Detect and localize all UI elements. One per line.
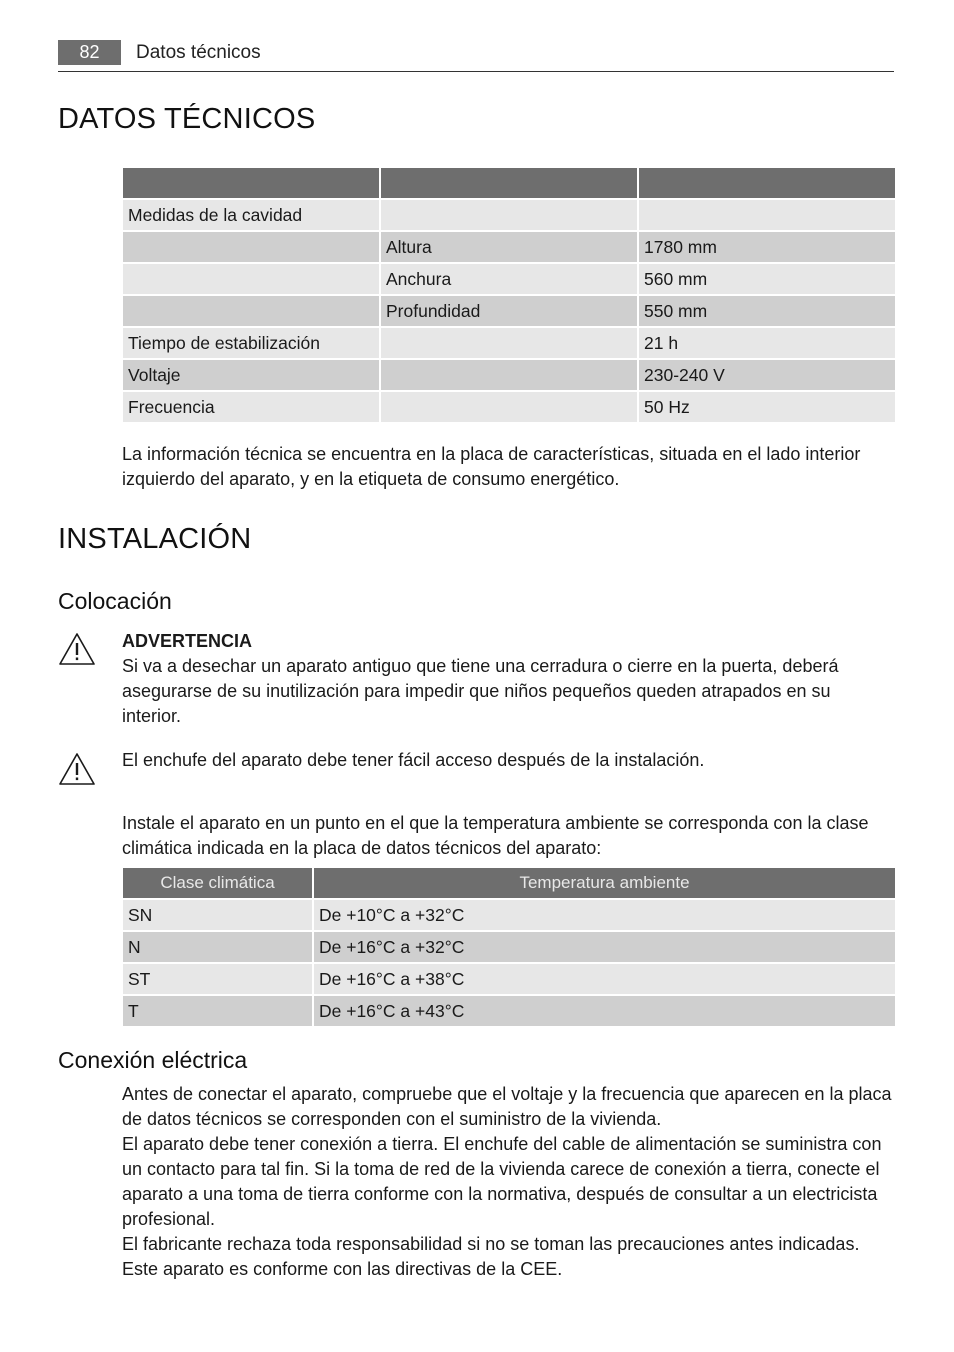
table-cell: T bbox=[123, 996, 312, 1026]
header-title: Datos técnicos bbox=[136, 42, 261, 63]
table-row bbox=[123, 996, 895, 1026]
electrical-paragraph: Este aparato es conforme con las directivas de la CEE. bbox=[122, 1259, 563, 1279]
warning-block bbox=[122, 629, 894, 729]
section-title-datos-tecnicos: DATOS TÉCNICOS bbox=[58, 103, 316, 135]
table-cell bbox=[123, 264, 379, 294]
tech-table-header-cell bbox=[381, 168, 637, 198]
tech-data-table bbox=[121, 166, 897, 424]
table-cell bbox=[381, 392, 637, 422]
table-cell: Voltaje bbox=[123, 360, 379, 390]
table-row bbox=[123, 360, 895, 390]
table-cell: 560 mm bbox=[639, 264, 895, 294]
climate-table-header-cell: Temperatura ambiente bbox=[314, 868, 895, 898]
table-cell: Medidas de la cavidad bbox=[123, 200, 379, 230]
page-header bbox=[58, 40, 894, 72]
table-cell: 21 h bbox=[639, 328, 895, 358]
table-row bbox=[123, 932, 895, 962]
table-cell: Frecuencia bbox=[123, 392, 379, 422]
warning-triangle-icon bbox=[58, 632, 96, 666]
table-cell: SN bbox=[123, 900, 312, 930]
table-row bbox=[123, 964, 895, 994]
table-cell bbox=[639, 200, 895, 230]
table-cell: De +16°C a +32°C bbox=[314, 932, 895, 962]
subsection-title-colocacion: Colocación bbox=[58, 588, 172, 614]
climate-table-header-cell: Clase climática bbox=[123, 868, 312, 898]
warning-text: Si va a desechar un aparato antiguo que tiene una cerradura o cierre en la puerta, deberá asegurarse de su inutilización para impedir que niños pequeños queden atrapados en su interior. bbox=[122, 656, 839, 726]
table-row bbox=[123, 200, 895, 230]
page-number: 82 bbox=[58, 40, 121, 65]
table-row bbox=[123, 296, 895, 326]
table-row bbox=[123, 392, 895, 422]
electrical-paragraph: Antes de conectar el aparato, compruebe que el voltaje y la frecuencia que aparecen en la placa de datos técnicos se corresponden con el suministro de la vivienda. bbox=[122, 1084, 892, 1129]
table-cell: 1780 mm bbox=[639, 232, 895, 262]
table-cell: De +16°C a +43°C bbox=[314, 996, 895, 1026]
table-cell: Profundidad bbox=[381, 296, 637, 326]
table-row bbox=[123, 232, 895, 262]
tech-table-header-row bbox=[123, 168, 895, 198]
table-cell: 230-240 V bbox=[639, 360, 895, 390]
climate-class-table bbox=[121, 866, 897, 1028]
subsection-title-conexion-electrica: Conexión eléctrica bbox=[58, 1047, 248, 1073]
table-row bbox=[123, 900, 895, 930]
tech-info-note: La información técnica se encuentra en la placa de características, situada en el lado interior izquierdo del aparato, y en la etiqueta de consumo energético. bbox=[122, 444, 861, 489]
tech-table-header-cell bbox=[123, 168, 379, 198]
table-cell: N bbox=[123, 932, 312, 962]
table-cell: 550 mm bbox=[639, 296, 895, 326]
table-cell: De +10°C a +32°C bbox=[314, 900, 895, 930]
electrical-text-block bbox=[122, 1082, 894, 1282]
placement-intro: Instale el aparato en un punto en el que la temperatura ambiente se corresponda con la clase climática indicada en la placa de datos técnicos del aparato: bbox=[122, 813, 869, 858]
table-cell: De +16°C a +38°C bbox=[314, 964, 895, 994]
table-cell bbox=[381, 360, 637, 390]
table-cell: Tiempo de estabilización bbox=[123, 328, 379, 358]
table-row bbox=[123, 328, 895, 358]
table-cell: 50 Hz bbox=[639, 392, 895, 422]
tech-table-header-cell bbox=[639, 168, 895, 198]
table-cell: Altura bbox=[381, 232, 637, 262]
table-cell bbox=[123, 232, 379, 262]
table-cell: ST bbox=[123, 964, 312, 994]
table-cell bbox=[381, 328, 637, 358]
warning-title: ADVERTENCIA bbox=[122, 631, 253, 651]
climate-table-header-row bbox=[123, 868, 895, 898]
warning-plug-access-text: El enchufe del aparato debe tener fácil acceso después de la instalación. bbox=[122, 750, 705, 770]
table-cell bbox=[123, 296, 379, 326]
electrical-paragraph: El aparato debe tener conexión a tierra. El enchufe del cable de alimentación se suministra con un contacto para tal fin. Si la toma de red de la vivienda carece de conexión a tierra, conecte el aparato a una toma de tierra conforme con la normativa, después de consultar a un electricista profesional. bbox=[122, 1134, 882, 1229]
warning-triangle-icon bbox=[58, 752, 96, 786]
table-cell bbox=[381, 200, 637, 230]
table-row bbox=[123, 264, 895, 294]
section-title-instalacion: INSTALACIÓN bbox=[58, 523, 252, 555]
electrical-paragraph: El fabricante rechaza toda responsabilidad si no se toman las precauciones antes indicadas. bbox=[122, 1234, 860, 1254]
table-cell: Anchura bbox=[381, 264, 637, 294]
